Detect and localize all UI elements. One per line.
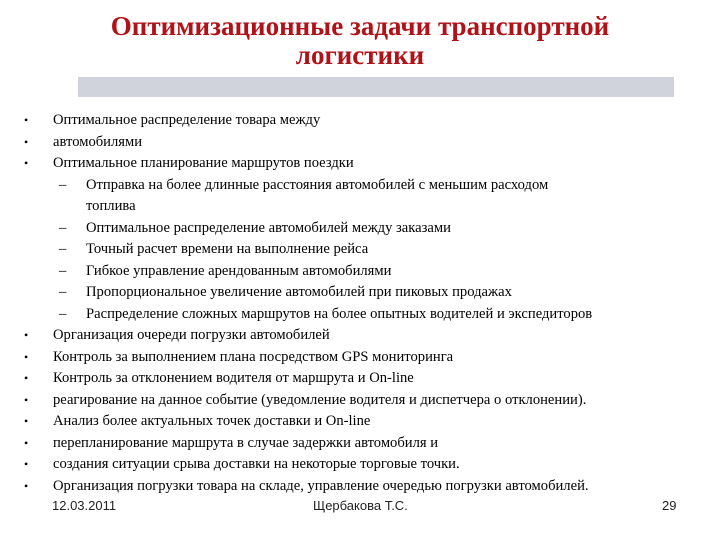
sub-item — [24, 218, 716, 240]
sub-item-text: Отправка на более длинные расстояния автомобилей с меньшим расходом — [86, 176, 549, 193]
bullet-text: Оптимальное планирование маршрутов поездки — [53, 155, 354, 171]
sub-item-text: Гибкое управление арендованным автомобилями — [86, 262, 392, 279]
dash-icon: – — [59, 241, 67, 257]
bullet-item — [24, 110, 716, 132]
title-underline-bar — [78, 77, 674, 97]
bullet-item — [24, 347, 716, 369]
bullet-icon: • — [24, 371, 29, 385]
bullet-text: Контроль за отклонением водителя от маршрута и On-line — [53, 370, 414, 386]
footer-author: Щербакова Т.С. — [313, 498, 408, 513]
footer-page-number: 29 — [662, 498, 677, 513]
bullet-text: Оптимальное распределение товара между — [53, 112, 321, 128]
bullet-item — [24, 153, 716, 175]
dash-icon: – — [59, 284, 67, 300]
bullet-item — [24, 454, 716, 476]
bullet-text: реагирование на данное событие (уведомление водителя и диспетчера о отклонении). — [53, 391, 587, 408]
bullet-item — [24, 476, 716, 498]
dash-icon: – — [59, 262, 67, 279]
sub-item-text: топлива — [86, 198, 136, 214]
bullet-item — [24, 325, 716, 347]
bullet-list — [24, 110, 716, 497]
bullet-text: перепланирование маршрута в случае задержки автомобиля и — [53, 434, 439, 451]
bullet-icon: • — [24, 457, 29, 471]
sub-item-text: Распределение сложных маршрутов на более опытных водителей и экспедиторов — [86, 305, 593, 322]
bullet-icon: • — [24, 349, 29, 364]
bullet-text: Контроль за выполнением плана посредством GPS мониторинга — [53, 348, 454, 365]
bullet-item — [24, 132, 716, 154]
footer-date: 12.03.2011 — [52, 498, 117, 513]
bullet-icon: • — [24, 414, 29, 428]
bullet-icon: • — [24, 156, 29, 170]
dash-icon: – — [59, 305, 67, 322]
bullet-icon: • — [24, 113, 29, 127]
sub-item — [24, 282, 716, 304]
sub-item-continuation — [24, 196, 716, 218]
sub-item-text: Точный расчет времени на выполнение рейса — [86, 241, 369, 257]
sub-item-text: Пропорциональное увеличение автомобилей при пиковых продажах — [86, 284, 512, 300]
bullet-text: Организация погрузки товара на складе, управление очередью погрузки автомобилей. — [53, 477, 589, 494]
bullet-icon: • — [24, 392, 29, 407]
slide-title — [40, 12, 680, 70]
bullet-text: автомобилями — [53, 133, 143, 150]
sub-item — [24, 239, 716, 261]
bullet-item — [24, 411, 716, 433]
bullet-text: Организация очереди погрузки автомобилей — [53, 327, 330, 343]
bullet-icon: • — [24, 328, 29, 342]
title-line-1: Оптимизационные задачи транспортной — [110, 11, 610, 41]
bullet-item — [24, 368, 716, 390]
bullet-icon: • — [24, 435, 29, 450]
dash-icon: – — [59, 176, 67, 193]
sub-item — [24, 304, 716, 326]
sub-item — [24, 175, 716, 197]
sub-item-text: Оптимальное распределение автомобилей между заказами — [86, 219, 451, 236]
bullet-text: создания ситуации срыва доставки на некоторые торговые точки. — [53, 456, 460, 472]
bullet-item — [24, 433, 716, 455]
sub-item — [24, 261, 716, 283]
bullet-icon: • — [24, 134, 29, 149]
bullet-icon: • — [24, 478, 29, 493]
bullet-text: Анализ более актуальных точек доставки и On-line — [53, 413, 371, 429]
dash-icon: – — [59, 219, 67, 236]
bullet-item — [24, 390, 716, 412]
title-line-2: логистики — [295, 40, 425, 70]
